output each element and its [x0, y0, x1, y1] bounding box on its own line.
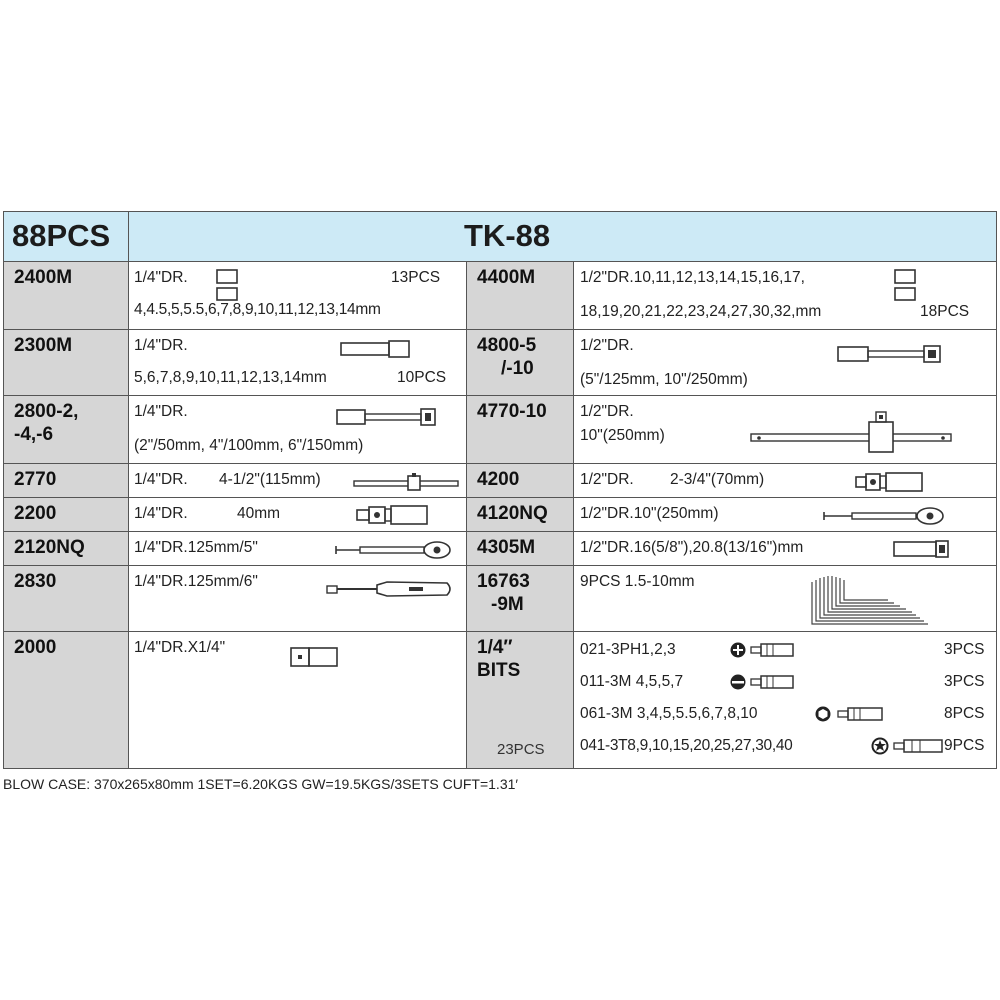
phillips-bit-icon: [729, 641, 799, 659]
universal-joint-icon: [854, 470, 926, 494]
desc-line1: 1/4"DR.X1/4": [134, 639, 226, 656]
desc-line1: 1/4"DR.125mm/5": [134, 539, 258, 556]
desc-cell-4120nq: [573, 497, 997, 533]
code-cell-4800: [466, 329, 575, 397]
desc-cell-2830: [128, 565, 468, 633]
code-cell-2770: [3, 463, 130, 499]
qty-label: 18PCS: [920, 303, 970, 320]
code-label: 2400M: [14, 267, 73, 288]
desc-cell-2400m: [128, 261, 468, 331]
code-label-line2: -4,-6: [14, 424, 54, 445]
slotted-bit-icon: [729, 673, 799, 691]
desc-line1-size: 2-3/4"(70mm): [670, 471, 765, 488]
hex-bit-icon: [814, 705, 888, 723]
extension-bar-icon: [335, 404, 441, 430]
code-label: 4120NQ: [477, 503, 548, 524]
desc-line2: 18,19,20,21,22,23,24,27,30,32,mm: [580, 303, 822, 320]
desc-cell-2770: [128, 463, 468, 499]
spark-plug-socket-icon: [892, 539, 950, 559]
code-cell-2000: [3, 631, 130, 769]
code-label-line1: 4800-5: [477, 335, 537, 356]
code-cell-2200: [3, 497, 130, 533]
code-cell-2830: [3, 565, 130, 633]
code-cell-bits: [466, 631, 575, 769]
code-label-line1: 16763: [477, 571, 530, 592]
bits-total: 23PCS: [497, 741, 545, 758]
desc-cell-2000: [128, 631, 468, 769]
code-label: 2830: [14, 571, 57, 592]
desc-line1: 1/2"DR.: [580, 471, 634, 488]
bit-label: 021-3PH1,2,3: [580, 641, 676, 658]
desc-cell-bits: [573, 631, 997, 769]
code-label: 2200: [14, 503, 57, 524]
code-cell-4400m: [466, 261, 575, 331]
ratchet-handle-icon: [822, 506, 947, 526]
desc-cell-2800: [128, 395, 468, 465]
code-label-line2: /-10: [501, 358, 534, 379]
code-label: 2770: [14, 469, 57, 490]
desc-line1: 1/2"DR.16(5/8"),20.8(13/16")mm: [580, 539, 804, 556]
header-model-cell: [128, 211, 997, 263]
code-label: 4770-10: [477, 401, 547, 422]
desc-line2: 10"(250mm): [580, 427, 665, 444]
desc-line1: 1/4"DR.: [134, 403, 188, 420]
bit-qty: 9PCS: [944, 737, 985, 754]
code-cell-2400m: [3, 261, 130, 331]
code-cell-16763: [466, 565, 575, 633]
extension-bar-icon: [836, 342, 946, 366]
desc-cell-4305m: [573, 531, 997, 567]
code-cell-4770: [466, 395, 575, 465]
desc-line1: 1/2"DR.: [580, 337, 634, 354]
desc-cell-2200: [128, 497, 468, 533]
desc-line1: 1/4"DR.125mm/6": [134, 573, 258, 590]
bit-qty: 3PCS: [944, 673, 985, 690]
hex-key-set-icon: [806, 572, 934, 628]
desc-cell-4400m: [573, 261, 997, 331]
code-label: 4400M: [477, 267, 536, 288]
code-cell-4120nq: [466, 497, 575, 533]
desc-cell-16763: [573, 565, 997, 633]
bit-label: 061-3M 3,4,5,5.5,6,7,8,10: [580, 705, 758, 722]
bit-label: 011-3M 4,5,5,7: [580, 673, 684, 690]
desc-line1: 1/4"DR.: [134, 505, 188, 522]
desc-cell-2300m: [128, 329, 468, 397]
desc-line1-size: 4-1/2"(115mm): [219, 471, 321, 488]
code-label: 4305M: [477, 537, 536, 558]
sliding-t-bar-icon: [749, 408, 959, 454]
socket-icon: [892, 268, 918, 302]
desc-line1: 1/2"DR.10"(250mm): [580, 505, 719, 522]
desc-cell-4200: [573, 463, 997, 499]
qty-label: 13PCS: [391, 269, 441, 286]
code-label-line2: BITS: [477, 660, 521, 681]
bit-label: 041-3T8,9,10,15,20,25,27,30,40: [580, 737, 793, 754]
deep-socket-icon: [339, 340, 413, 358]
code-label-line2: -9M: [491, 594, 524, 615]
desc-line2: (5"/125mm, 10"/250mm): [580, 371, 748, 388]
code-label: 4200: [477, 469, 520, 490]
desc-line1: 1/2"DR.10,11,12,13,14,15,16,17,: [580, 269, 805, 286]
footer-specs: BLOW CASE: 370x265x80mm 1SET=6.20KGS GW=19.5KGS/3SETS CUFT=1.31′: [3, 776, 519, 792]
header-model: TK-88: [464, 218, 551, 253]
socket-icon: [214, 268, 240, 302]
bit-qty: 3PCS: [944, 641, 985, 658]
spinner-handle-icon: [325, 578, 455, 600]
desc-line1: 1/4"DR.: [134, 471, 188, 488]
desc-line2: 5,6,7,8,9,10,11,12,13,14mm: [134, 369, 327, 386]
code-cell-4305m: [466, 531, 575, 567]
desc-line1-size: 40mm: [237, 505, 281, 522]
bit-qty: 8PCS: [944, 705, 985, 722]
desc-line1: 1/4"DR.: [134, 269, 188, 286]
ratchet-handle-icon: [334, 540, 454, 560]
code-label: 2000: [14, 637, 57, 658]
desc-cell-2120nq: [128, 531, 468, 567]
desc-cell-4800: [573, 329, 997, 397]
code-cell-2800: [3, 395, 130, 465]
desc-cell-4770: [573, 395, 997, 465]
code-label: 2120NQ: [14, 537, 85, 558]
header-pcs: 88PCS: [12, 218, 111, 253]
desc-line2: (2"/50mm, 4"/100mm, 6"/150mm): [134, 437, 364, 454]
desc-line1: 1/4"DR.: [134, 337, 188, 354]
code-label-line1: 2800-2,: [14, 401, 79, 422]
bit-adapter-icon: [289, 644, 341, 670]
code-cell-2300m: [3, 329, 130, 397]
spec-table: [3, 211, 997, 769]
qty-label: 10PCS: [397, 369, 447, 386]
code-label-line1: 1/4″: [477, 637, 513, 658]
universal-joint-icon: [355, 503, 431, 527]
desc-line2: 4,4.5,5,5.5,6,7,8,9,10,11,12,13,14mm: [134, 301, 381, 318]
header-pcs-cell: [3, 211, 130, 263]
code-label: 2300M: [14, 335, 73, 356]
desc-line1: 1/2"DR.: [580, 403, 634, 420]
code-cell-4200: [466, 463, 575, 499]
torx-bit-icon: [870, 736, 946, 756]
desc-line1: 9PCS 1.5-10mm: [580, 573, 695, 590]
code-cell-2120nq: [3, 531, 130, 567]
sliding-t-bar-icon: [352, 472, 462, 492]
